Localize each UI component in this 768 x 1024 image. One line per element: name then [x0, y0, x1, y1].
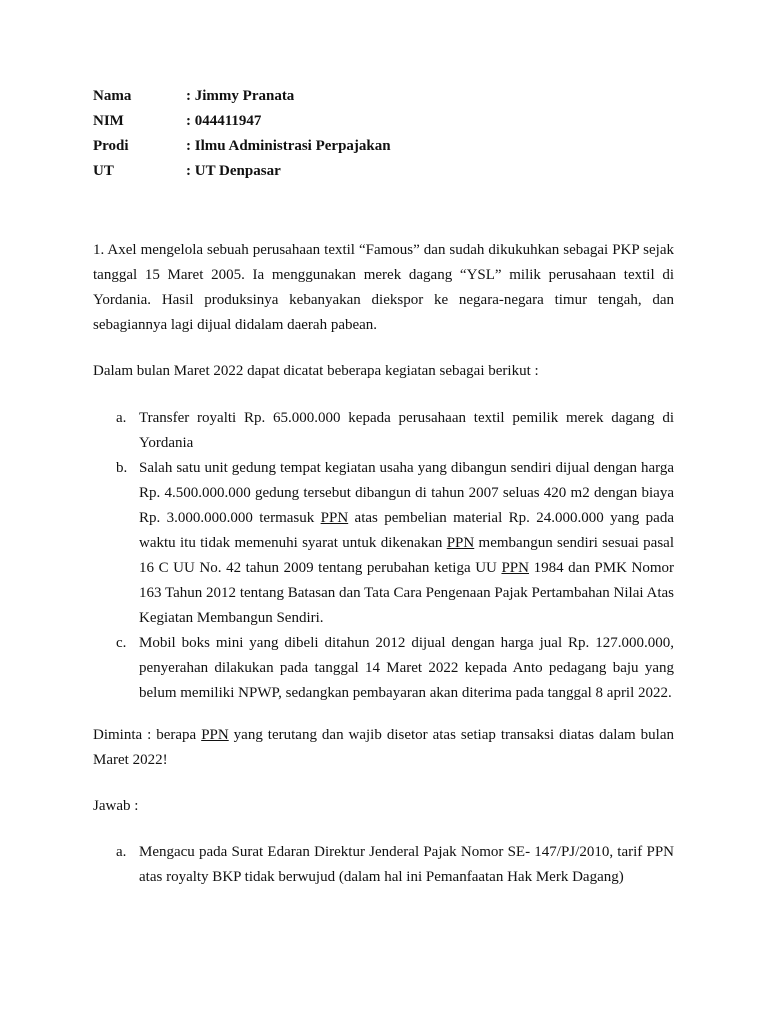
list-item	[93, 631, 674, 706]
list-marker: a.	[116, 844, 127, 860]
info-row-nim	[93, 111, 391, 136]
list-item-text	[139, 456, 674, 631]
info-row-name	[93, 86, 391, 111]
document-body	[93, 238, 674, 890]
ppn-term: PPN	[201, 727, 229, 743]
info-label: UT	[93, 163, 114, 179]
activity-list	[93, 406, 674, 706]
question-intro: 1. Axel mengelola sebuah perusahaan textil “Famous” dan sudah dikukuhkan sebagai PKP sejak tanggal 15 Maret 2005. Ia menggunakan merek dagang “YSL” milik perusahaan textil di Yordania. Hasil produksinya kebanyakan diekspor ke negara-negara timur tengah, dan sebagiannya lagi dijual didalam daerah pabean.	[93, 242, 674, 333]
text-segment: yang terutang dan wajib disetor atas setiap transaksi diatas dalam bulan Maret 2022!	[93, 727, 675, 768]
info-value: : Ilmu Administrasi Perpajakan	[186, 138, 391, 154]
text-segment: atas pembelian material Rp. 24.000.000 yang pada waktu itu tidak memenuhi syarat untuk dikenakan	[139, 510, 674, 551]
activities-intro: Dalam bulan Maret 2022 dapat dicatat beberapa kegiatan sebagai berikut :	[93, 363, 539, 379]
info-label: Prodi	[93, 138, 129, 154]
answer-list	[93, 840, 674, 890]
info-value: : 044411947	[186, 113, 262, 129]
info-value: : Jimmy Pranata	[186, 88, 295, 104]
list-item-text: Mobil boks mini yang dibeli ditahun 2012 dijual dengan harga jual Rp. 127.000.000, penyerahan dilakukan pada tanggal 14 Maret 2022 kepada Anto pedagang baju yang belum memiliki NPWP, sedangkan pembayaran akan diterima pada tanggal 8 april 2022.	[139, 635, 674, 701]
info-label: Nama	[93, 88, 132, 104]
info-value: : UT Denpasar	[186, 163, 281, 179]
list-item-text: Mengacu pada Surat Edaran Direktur Jenderal Pajak Nomor SE- 147/PJ/2010, tarif PPN atas royalty BKP tidak berwujud (dalam hal ini Pemanfaatan Hak Merk Dagang)	[139, 844, 674, 885]
list-marker: a.	[116, 410, 127, 426]
list-marker: c.	[116, 635, 127, 651]
answer-label: Jawab :	[93, 798, 139, 814]
list-item	[93, 840, 674, 890]
asked-paragraph	[93, 723, 674, 773]
info-row-ut	[93, 161, 391, 186]
info-label: NIM	[93, 113, 124, 129]
list-marker: b.	[116, 460, 128, 476]
ppn-term: PPN	[320, 510, 349, 526]
list-item	[93, 406, 674, 456]
list-item	[93, 456, 674, 631]
text-segment: membangun sendiri sesuai pasal 16 C UU No. 42 tahun 2009 tentang perubahan ketiga UU	[139, 535, 674, 576]
text-segment: Salah satu unit gedung tempat kegiatan usaha yang dibangun sendiri dijual dengan harga Rp. 4.500.000.000 gedung tersebut dibangun di tahun 2007 seluas 420 m2 dengan biaya Rp. 3.000.000.000 termasuk	[139, 460, 674, 526]
list-item-text: Transfer royalti Rp. 65.000.000 kepada perusahaan textil pemilik merek dagang di Yordania	[139, 410, 674, 451]
ppn-term: PPN	[446, 535, 475, 551]
student-info	[93, 86, 391, 186]
text-segment: 1984 dan PMK Nomor 163 Tahun 2012 tentang Batasan dan Tata Cara Pengenaan Pajak Pertambahan Nilai Atas Kegiatan Membangun Sendiri.	[139, 560, 674, 626]
ppn-term: PPN	[501, 560, 529, 576]
info-row-prodi	[93, 136, 391, 161]
text-segment: Diminta : berapa	[93, 727, 202, 743]
